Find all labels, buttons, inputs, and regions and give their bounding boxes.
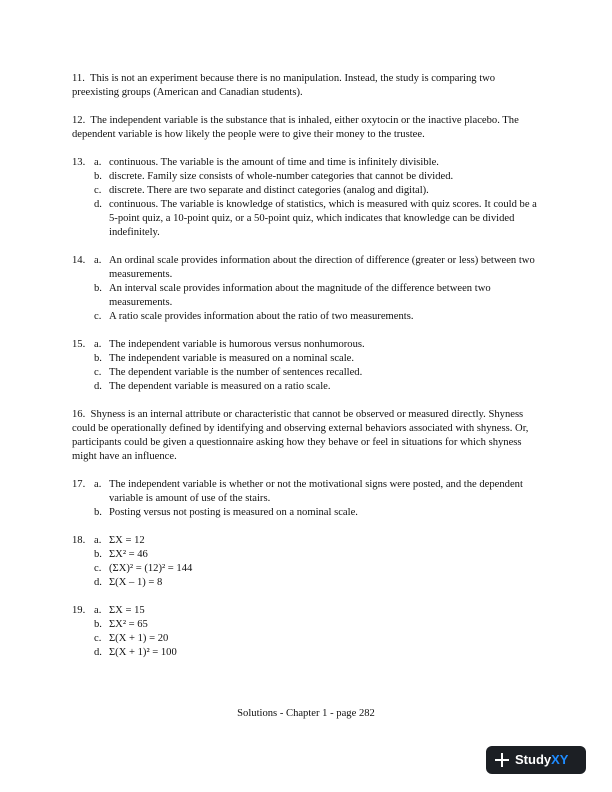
- answer-19c-letter: c.: [94, 633, 102, 644]
- document-body: [72, 72, 540, 674]
- answer-19a-text: ΣX = 15: [109, 605, 145, 616]
- answer-13d-letter: d.: [94, 199, 102, 210]
- answer-19-number: 19.: [72, 605, 86, 616]
- answer-18c-letter: c.: [94, 563, 102, 574]
- answer-14c-letter: c.: [94, 311, 102, 322]
- answer-13b-letter: b.: [94, 171, 102, 182]
- answer-11-number: 11.: [72, 73, 85, 84]
- answer-15d-text: The dependent variable is measured on a ratio scale.: [109, 381, 331, 392]
- answer-13-number: 13.: [72, 157, 86, 168]
- answer-13b-text: discrete. Family size consists of whole-number categories that cannot be divided.: [109, 171, 454, 182]
- answer-17: [72, 478, 540, 520]
- answer-19b-text: ΣX² = 65: [109, 619, 148, 630]
- answer-15a-text: The independent variable is humorous versus nonhumorous.: [109, 339, 365, 350]
- page-footer: Solutions - Chapter 1 - page 282: [237, 708, 375, 719]
- answer-18d-text: Σ(X – 1) = 8: [109, 577, 163, 588]
- answer-14b-text: An interval scale provides information about the magnitude of the difference between two measurements.: [109, 283, 491, 308]
- answer-19a-letter: a.: [94, 605, 102, 616]
- answer-13c-letter: c.: [94, 185, 102, 196]
- answer-15c-text: The dependent variable is the number of sentences recalled.: [109, 367, 363, 378]
- answer-13d-text: continuous. The variable is knowledge of statistics, which is measured with quiz scores. It could be a 5-point quiz, a 10-point quiz, or a 50-point quiz, which indicates that knowledge can be divided indefinitely.: [109, 199, 537, 238]
- answer-17b-text: Posting versus not posting is measured on a nominal scale.: [109, 507, 358, 518]
- answer-18b-letter: b.: [94, 549, 102, 560]
- answer-17b-letter: b.: [94, 507, 102, 518]
- answer-18a-text: ΣX = 12: [109, 535, 145, 546]
- answer-18: [72, 534, 540, 590]
- answer-19d-text: Σ(X + 1)² = 100: [109, 647, 177, 658]
- answer-15c-letter: c.: [94, 367, 102, 378]
- answer-17a-letter: a.: [94, 479, 102, 490]
- answer-19b-letter: b.: [94, 619, 102, 630]
- answer-14c-text: A ratio scale provides information about the ratio of two measurements.: [109, 311, 414, 322]
- answer-16-text: Shyness is an internal attribute or characteristic that cannot be observed or measured directly. Shyness could be operationally defined by identifying and observing external behaviors associated with shyness. Or, participants could be given a questionnaire asking how they behave or feel in situations for which shyness might have an influence.: [72, 409, 529, 462]
- answer-13: [72, 156, 540, 240]
- plus-icon: [494, 752, 510, 768]
- answer-19c-text: Σ(X + 1) = 20: [109, 633, 169, 644]
- answer-12-text: The independent variable is the substance that is inhaled, either oxytocin or the inactive placebo. The dependent variable is how likely the people were to give their money to the trustee.: [72, 115, 519, 140]
- answer-12-number: 12.: [72, 115, 86, 126]
- answer-11-text: This is not an experiment because there is no manipulation. Instead, the study is comparing two preexisting groups (American and Canadian students).: [72, 73, 496, 98]
- answer-15a-letter: a.: [94, 339, 102, 350]
- studyxy-badge[interactable]: [486, 746, 586, 774]
- badge-brand: Study: [515, 752, 552, 767]
- answer-11: [72, 72, 540, 100]
- answer-15b-text: The independent variable is measured on a nominal scale.: [109, 353, 355, 364]
- answer-18-number: 18.: [72, 535, 86, 546]
- answer-14: [72, 254, 540, 324]
- answer-18c-text: (ΣX)² = (12)² = 144: [109, 563, 193, 574]
- answer-17-number: 17.: [72, 479, 86, 490]
- answer-18a-letter: a.: [94, 535, 102, 546]
- answer-14-number: 14.: [72, 255, 86, 266]
- answer-19d-letter: d.: [94, 647, 102, 658]
- badge-brand-suffix: XY: [551, 752, 569, 767]
- answer-13a-text: continuous. The variable is the amount of time and time is infinitely divisible.: [109, 157, 439, 168]
- answer-12: [72, 114, 540, 142]
- answer-18b-text: ΣX² = 46: [109, 549, 148, 560]
- answer-15: [72, 338, 540, 394]
- answer-15-number: 15.: [72, 339, 86, 350]
- answer-16-number: 16.: [72, 409, 86, 420]
- answer-13a-letter: a.: [94, 157, 102, 168]
- answer-15b-letter: b.: [94, 353, 102, 364]
- answer-14a-text: An ordinal scale provides information about the direction of difference (greater or less) between two measurements.: [109, 255, 535, 280]
- answer-17a-text: The independent variable is whether or not the motivational signs were posted, and the dependent variable is amount of use of the stairs.: [109, 479, 523, 504]
- answer-19: [72, 604, 540, 660]
- answer-15d-letter: d.: [94, 381, 102, 392]
- answer-14a-letter: a.: [94, 255, 102, 266]
- answer-16: [72, 408, 540, 464]
- answer-13c-text: discrete. There are two separate and distinct categories (analog and digital).: [109, 185, 429, 196]
- answer-18d-letter: d.: [94, 577, 102, 588]
- answer-14b-letter: b.: [94, 283, 102, 294]
